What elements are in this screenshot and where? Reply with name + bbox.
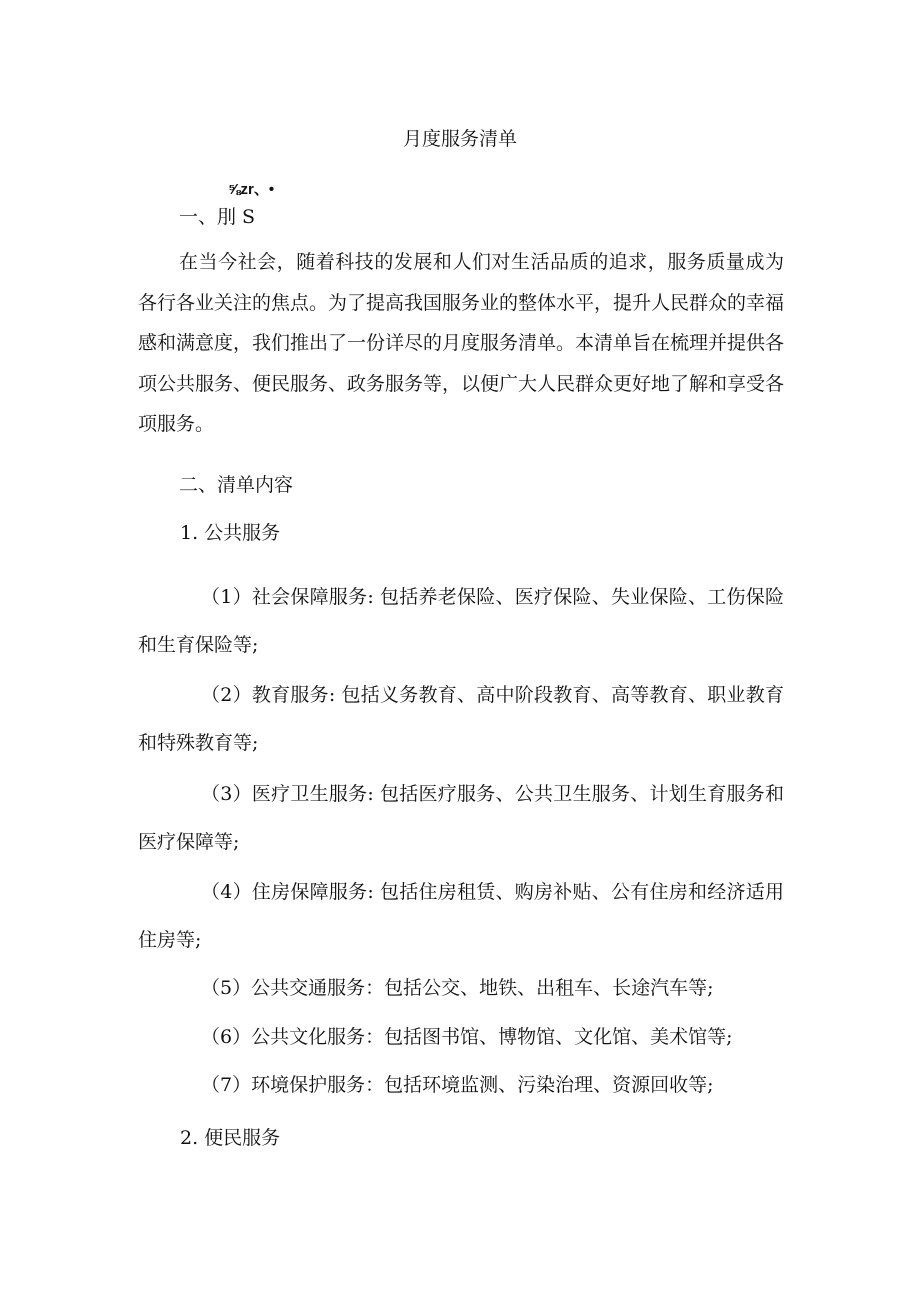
list-item xyxy=(138,868,784,964)
list-item-text: （3）医疗卫生服务: 包括医疗服务、公共卫生服务、计划生育服务和医疗保障等; xyxy=(138,783,784,853)
intro-paragraph-block xyxy=(138,242,784,445)
list-item-text: （4）住房保障服务: 包括住房租赁、购房补贴、公有住房和经济适用住房等; xyxy=(138,881,784,951)
subsection-heading-public-services: 1. 公共服务 xyxy=(180,522,281,544)
list-item-text: （2）教育服务: 包括义务教育、高中阶段教育、高等教育、职业教育和特殊教育等; xyxy=(138,684,784,754)
intro-paragraph: 在当今社会，随着科技的发展和人们对生活品质的追求，服务质量成为各行各业关注的焦点。为了提高我国服务业的整体水平，提升人民群众的幸福感和满意度，我们推出了一份详尽的月度服务清单。本清单旨在梳理并提供各项公共服务、便民服务、政务服务等，以便广大人民群众更好地了解和享受各项服务。 xyxy=(138,251,785,435)
list-item-text: （6）公共文化服务：包括图书馆、博物馆、文化馆、美术馆等; xyxy=(201,1026,733,1048)
list-item-text: （7）环境保护服务：包括环境监测、污染治理、资源回收等; xyxy=(201,1074,714,1096)
garbled-mark: ⅝zr、• xyxy=(228,181,275,198)
list-item-text: （1）社会保障服务: 包括养老保险、医疗保险、失业保险、工伤保险和生育保险等; xyxy=(138,586,784,656)
list-item xyxy=(138,1013,784,1061)
list-item-text: （5）公共交通服务：包括公交、地铁、出租车、长途汽车等; xyxy=(201,977,714,999)
list-item xyxy=(138,1061,784,1109)
list-item xyxy=(138,573,784,669)
document-title: 月度服务清单 xyxy=(402,128,517,150)
subsection-heading-convenience-services: 2. 便民服务 xyxy=(180,1127,281,1149)
section-heading-contents: 二、清单内容 xyxy=(179,474,294,496)
list-item xyxy=(138,671,784,767)
list-item xyxy=(138,964,784,1012)
list-item xyxy=(138,770,784,866)
section-heading-preface: 一、刖 S xyxy=(179,206,256,228)
